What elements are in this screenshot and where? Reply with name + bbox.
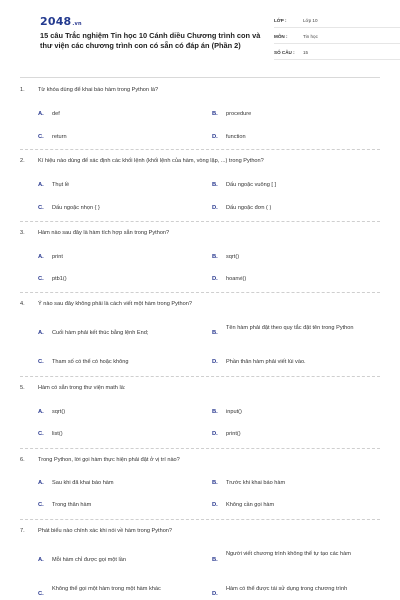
- option-text: Phần thân hàm phải viết lùi vào.: [226, 359, 306, 365]
- option-text: Dấu ngoặc đơn ( ): [226, 205, 272, 211]
- question-count-value: 15: [303, 50, 309, 55]
- question-number: 6.: [20, 457, 25, 463]
- option-letter: C.: [38, 591, 44, 597]
- option-letter: D.: [212, 276, 218, 282]
- option-text: def: [52, 111, 60, 117]
- option-letter: A.: [38, 557, 44, 563]
- question-divider: [20, 149, 380, 150]
- site-logo[interactable]: [40, 15, 82, 28]
- question-divider: [20, 221, 380, 222]
- subject-value: Tin học: [303, 34, 318, 39]
- option-letter: A.: [38, 480, 44, 486]
- question-divider: [20, 519, 380, 520]
- option-letter: C.: [38, 276, 44, 282]
- question-text: Hàm có sẵn trong thư viện math là:: [38, 385, 126, 391]
- option-letter: A.: [38, 409, 44, 415]
- option-text: hoanvi(): [226, 276, 247, 282]
- option-text: Dấu ngoặc vuông [ ]: [226, 182, 277, 188]
- meta-row-count: [274, 46, 400, 60]
- option-letter: B.: [212, 330, 218, 336]
- option-letter: B.: [212, 480, 218, 486]
- option-text: print(): [226, 431, 241, 437]
- question-text: Hàm nào sau đây là hàm tích hợp sẵn trong Python?: [38, 230, 170, 236]
- option-letter: D.: [212, 134, 218, 140]
- class-label: LỚP :: [274, 18, 287, 23]
- question-divider: [20, 448, 380, 449]
- option-letter: D.: [212, 205, 218, 211]
- class-value: Lớp 10: [303, 18, 318, 23]
- option-text: Mỗi hàm chỉ được gọi một lần: [52, 557, 126, 563]
- page-title: 15 câu Trắc nghiệm Tin học 10 Cánh diều Chương trình con và thư viện các chương trình con có sẵn có đáp án (Phần 2): [40, 31, 261, 50]
- option-letter: C.: [38, 205, 44, 211]
- option-letter: D.: [212, 591, 218, 597]
- option-letter: A.: [38, 111, 44, 117]
- option-letter: C.: [38, 502, 44, 508]
- question-divider: [20, 292, 380, 293]
- option-letter: B.: [212, 182, 218, 188]
- option-letter: C.: [38, 431, 44, 437]
- question-text: Phát biểu nào chính xác khi nói về hàm trong Python?: [38, 528, 173, 534]
- option-text: sqrt(): [52, 409, 66, 415]
- option-letter: B.: [212, 409, 218, 415]
- option-text: sqrt(): [226, 254, 240, 260]
- option-letter: B.: [212, 254, 218, 260]
- option-text: function: [226, 134, 246, 140]
- question-count-label: SỐ CÂU :: [274, 50, 295, 55]
- option-text: Thụt lề: [52, 182, 70, 188]
- option-text: input(): [226, 409, 242, 415]
- option-letter: D.: [212, 502, 218, 508]
- option-letter: D.: [212, 431, 218, 437]
- logo-suffix: .vn: [72, 21, 82, 27]
- worksheet-meta: [274, 14, 400, 62]
- option-text: Người viết chương trình không thể tự tạo các hàm: [226, 551, 351, 557]
- option-letter: D.: [212, 359, 218, 365]
- option-letter: A.: [38, 254, 44, 260]
- option-text: Sau khi đã khai báo hàm: [52, 480, 114, 486]
- question-number: 3.: [20, 230, 25, 236]
- option-text: list(): [52, 431, 63, 437]
- option-text: procedure: [226, 111, 252, 117]
- meta-row-class: [274, 14, 400, 28]
- option-letter: C.: [38, 359, 44, 365]
- option-text: Không thể gọi một hàm trong một hàm khác: [52, 586, 161, 592]
- logo-text: 2048: [40, 15, 72, 28]
- question-text: Từ khóa dùng để khai báo hàm trong Python là?: [38, 87, 159, 93]
- option-text: ptb1(): [52, 276, 67, 282]
- option-text: Cuối hàm phải kết thúc bằng lệnh End;: [52, 330, 149, 336]
- option-text: print: [52, 254, 63, 260]
- meta-row-subject: [274, 30, 400, 44]
- option-text: return: [52, 134, 67, 140]
- question-divider: [20, 376, 380, 377]
- option-letter: A.: [38, 182, 44, 188]
- option-text: Trước khi khai báo hàm: [226, 480, 286, 486]
- worksheet-header: [20, 0, 380, 78]
- option-text: Không cần gọi hàm: [226, 502, 275, 508]
- option-text: Dấu ngoặc nhọn { }: [52, 205, 100, 211]
- option-text: Hàm có thể được tái sử dụng trong chương trình: [226, 586, 348, 592]
- option-letter: B.: [212, 557, 218, 563]
- option-letter: B.: [212, 111, 218, 117]
- option-text: Trong thân hàm: [52, 502, 92, 508]
- option-letter: A.: [38, 330, 44, 336]
- question-text: Ý nào sau đây không phải là cách viết một hàm trong Python?: [38, 301, 192, 307]
- subject-label: MÔN :: [274, 34, 288, 39]
- question-number: 7.: [20, 528, 25, 534]
- question-text: Trong Python, lời gọi hàm thực hiện phải đặt ở vị trí nào?: [38, 457, 180, 463]
- question-number: 5.: [20, 385, 25, 391]
- question-number: 2.: [20, 158, 25, 164]
- option-text: Tên hàm phải đặt theo quy tắc đặt tên trong Python: [226, 325, 354, 331]
- question-number: 1.: [20, 87, 25, 93]
- question-number: 4.: [20, 301, 25, 307]
- question-text: Kí hiệu nào dùng để xác định các khối lệnh (khối lệnh của hàm, vòng lặp, ...) trong Python?: [38, 158, 264, 164]
- option-letter: C.: [38, 134, 44, 140]
- option-text: Tham số có thể có hoặc không: [52, 359, 129, 365]
